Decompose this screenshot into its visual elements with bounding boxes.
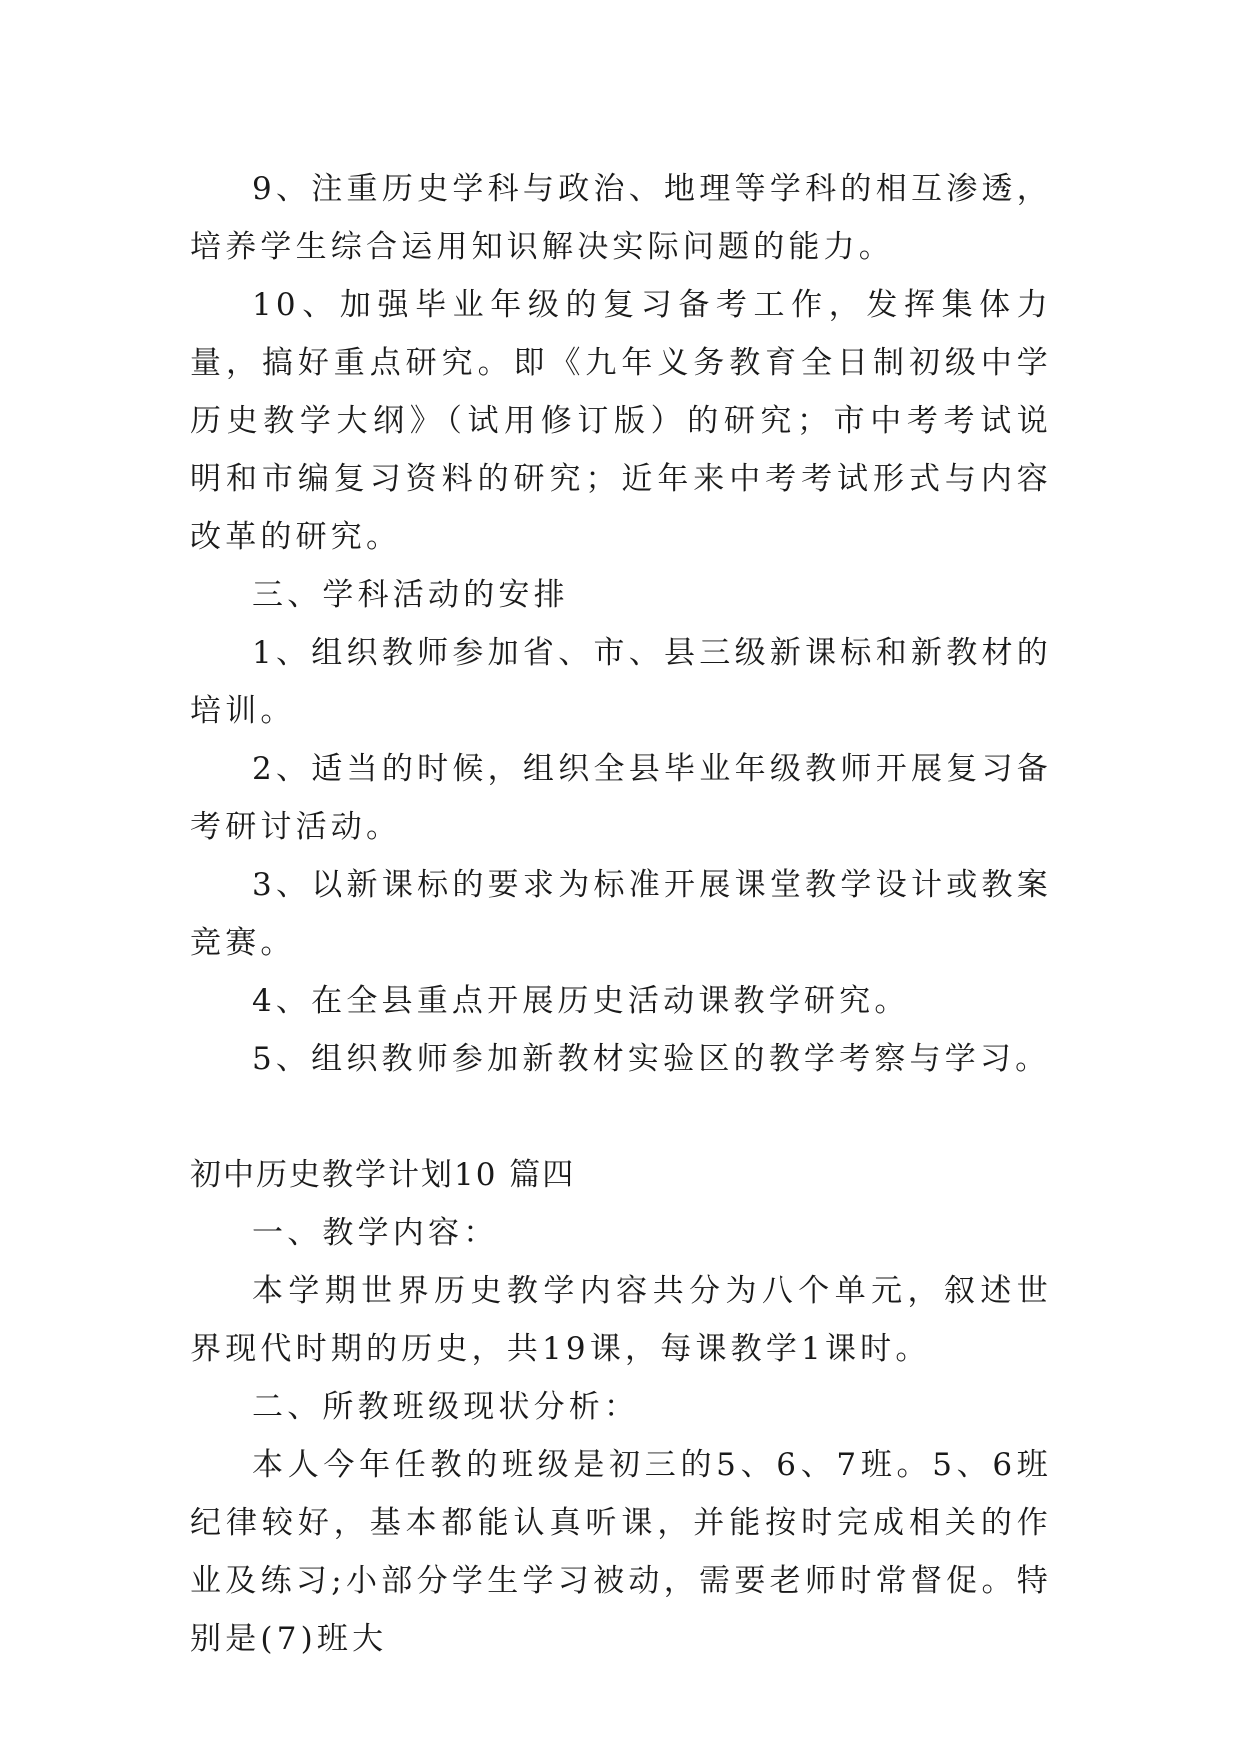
document-body: [190, 160, 1052, 1668]
section-heading-class-analysis: 二、所教班级现状分析：: [252, 1389, 640, 1425]
paragraph-item-9: 9、注重历史学科与政治、地理等学科的相互渗透，培养学生综合运用知识解决实际问题的能力。: [190, 171, 1052, 265]
activity-item-2: 2、适当的时候，组织全县毕业年级教师开展复习备考研讨活动。: [190, 751, 1052, 845]
section-spacer: [190, 1088, 1052, 1146]
teaching-content-paragraph: 本学期世界历史教学内容共分为八个单元，叙述世界现代时期的历史，共19课，每课教学1课时。: [190, 1273, 1052, 1367]
section-heading-activities: 三、学科活动的安排: [252, 577, 569, 613]
activity-item-1: 1、组织教师参加省、市、县三级新课标和新教材的培训。: [190, 635, 1052, 729]
paragraph-item-10: 10、加强毕业年级的复习备考工作，发挥集体力量，搞好重点研究。即《九年义务教育全日制初级中学历史教学大纲》（试用修订版）的研究；市中考考试说明和市编复习资料的研究；近年来中考考试形式与内容改革的研究。: [190, 287, 1052, 555]
activity-item-4: 4、在全县重点开展历史活动课教学研究。: [252, 983, 910, 1019]
class-analysis-paragraph: 本人今年任教的班级是初三的5、6、7班。5、6班纪律较好，基本都能认真听课，并能按时完成相关的作业及练习;小部分学生学习被动，需要老师时常督促。特别是(7)班大: [190, 1447, 1052, 1657]
activity-item-3: 3、以新课标的要求为标准开展课堂教学设计或教案竞赛。: [190, 867, 1052, 961]
activity-item-5: 5、组织教师参加新教材实验区的教学考察与学习。: [252, 1041, 1051, 1077]
article-title: 初中历史教学计划10 篇四: [190, 1157, 576, 1193]
section-heading-teaching-content: 一、教学内容：: [252, 1215, 499, 1251]
